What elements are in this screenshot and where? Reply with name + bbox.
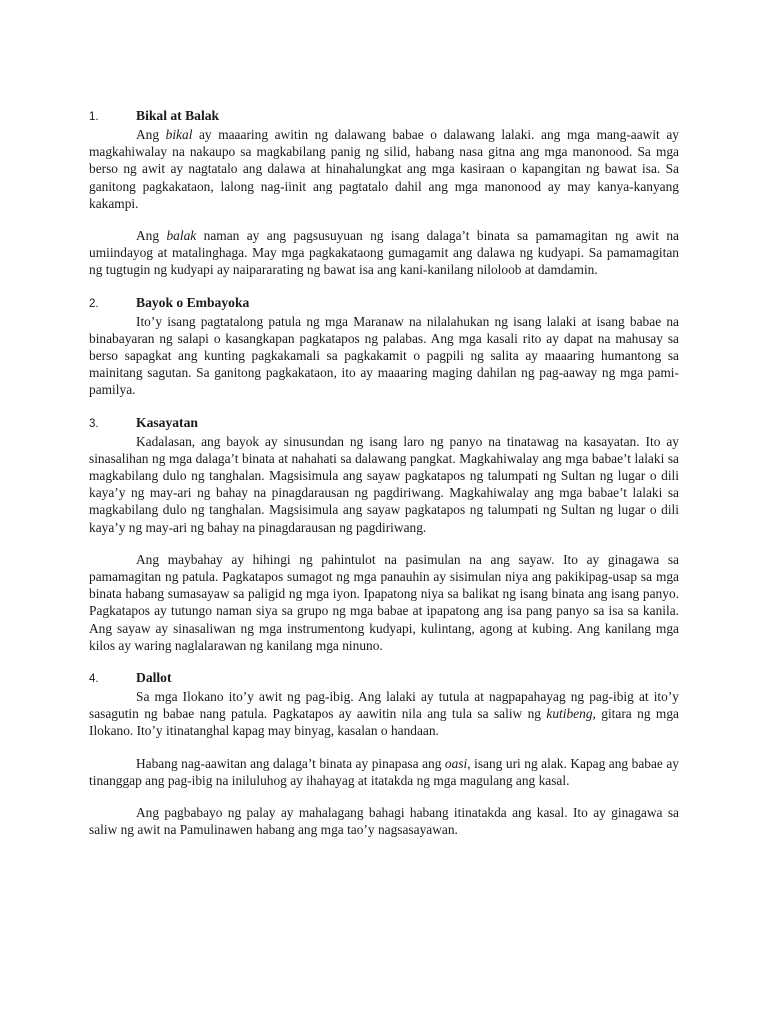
text-run: Ang maybahay ay hihingi ng pahintulot na pasimulan na ang sayaw. Ito ay ginagawa sa pamamagitan ng patula. Pagkatapos sumagot ng mga panauhin ay sisimulan niya ang pakikipag-usap sa mga binata habang sumasayaw sa paligid ng mga iyon. Ipapatong niya sa balikat ng isang binata ang isang panyo. Pagkatapos ay tutungo naman siya sa grupo ng mga babae at ipapatong ang isa pang panyo sa isa sa kanila. Ang sayaw ay sinasaliwan ng mga instrumentong kudyapi, kulintang, agong at kubing. Ang kanilang mga kilos ay waring naglalarawan ng kanilang mga ninuno. <box>89 551 679 653</box>
paragraph <box>89 433 679 536</box>
text-run: Ito’y isang pagtatalong patula ng mga Maranaw na nilalahukan ng isang lalaki at isang babae na binabayaran ng salapi o kasangkapan pagkatapos ng palabas. Ang mga kasali rito ay dapat na mahusay sa berso sapagkat ang kunting pagkakamali sa pagkakamit o pagpili ng salita ay maaaring humantong sa mainitang sagutan. Sa ganitong pagkakataon, ito ay maaaring maging dahilan ng pag-aaway ng mga pami-pamilya. <box>89 313 679 398</box>
text-run: ay maaaring awitin ng dalawang babae o dalawang lalaki. ang mga mang-aawit ay magkahiwalay na nakaupo sa magkabilang panig ng silid, habang nasa gitna ang mga manonood. Sa mga berso ng awit ay nagtatalo ang dalawa at hinahalungkat ang mga kasiraan o kapangitan ng bawat isa. Sa ganitong pagkakataon, lalong nag-iinit ang pagtatalo dahil ang mga manonood ay may kanya-kanyang kakampi. <box>89 127 679 211</box>
text-run: Ang <box>136 228 167 244</box>
text-run: Ang pagbabayo ng palay ay mahalagang bahagi habang itinatakda ang kasal. Ito ay ginagawa sa saliw ng awit na Pamulinawen habang ang mga tao’y nagsasayawan. <box>89 805 679 838</box>
text-run: naman ay ang pagsusuyuan ng isang dalaga’t binata sa pamamagitan ng awit na umiindayog at matalinghaga. May mga pagkakataong gumagamit ang dalawa ng kudyapi. Sa pamamagitan ng tugtugin ng kudyapi ay naipararating ng bawat isa ang kani-kanilang niloloob at damdamin. <box>89 228 680 278</box>
section-number: 4. <box>89 673 99 686</box>
italic-term: oasi <box>444 755 468 771</box>
section-dallot <box>89 669 679 838</box>
paragraph <box>89 551 679 654</box>
italic-term: bikal <box>165 127 193 142</box>
section-bikal-at-balak <box>89 107 679 279</box>
text-run: Sa mga Ilokano ito’y awit ng pag-ibig. Ang lalaki ay tutula at nagpapahayag ng pag-ibig at ito’y sasagutin ng babae nang patula. Pagkatapos ay aawitin nila ang tula sa saliw ng <box>89 689 679 722</box>
text-run: Ang <box>136 127 166 142</box>
paragraph <box>89 126 679 212</box>
section-number: 3. <box>89 417 99 430</box>
section-heading <box>89 294 679 313</box>
section-title: Kasayatan <box>136 414 198 430</box>
italic-term: kutibeng, <box>546 706 596 722</box>
section-title: Dallot <box>136 670 172 686</box>
paragraph <box>89 227 679 279</box>
paragraph <box>89 804 679 838</box>
italic-term: balak <box>166 228 197 244</box>
text-run: gitara ng mga Ilokano. Ito’y itinatanghal kapag may binyag, kasalan o handaan. <box>89 706 679 739</box>
paragraph <box>89 313 679 399</box>
text-run: Habang nag-aawitan ang dalaga’t binata ay pinapasa ang <box>136 755 445 771</box>
paragraph <box>89 755 679 789</box>
paragraph <box>89 688 679 740</box>
text-run: , isang uri ng alak. Kapag ang babae ay tinanggap ang pag-ibig na iniluluhog ay ihahayag at itatakda ng mga magulang ang kasal. <box>89 755 680 788</box>
section-title: Bikal at Balak <box>136 108 220 123</box>
section-number: 2. <box>89 297 99 310</box>
section-heading <box>89 107 679 126</box>
section-title: Bayok o Embayoka <box>136 294 250 310</box>
section-number: 1. <box>89 111 99 123</box>
section-heading <box>89 669 679 688</box>
section-kasayatan <box>89 414 679 654</box>
section-heading <box>89 414 679 433</box>
text-run: Kadalasan, ang bayok ay sinusundan ng isang laro ng panyo na tinatawag na kasayatan. Ito ay sinasalihan ng mga dalaga’t binata at nahahati sa dalawang pangkat. Magkahiwalay ang mga babae’t lalaki sa magkabilang dulo ng tanghalan. Magsisimula ang sayaw pagkatapos ng talumpati ng Sultan ng lugar o dili kaya’y ng may-ari ng bahay na pinagdarausan ng pagdiriwang. Magkahiwalay ang mga babae’t lalaki sa magkabilang dulo ng tanghalan. Magsisimula ang sayaw pagkatapos ng talumpati ng Sultan ng lugar o dili kaya’y ng may-ari ng bahay na pinagdarausan ng pagdiriwang. <box>89 433 679 535</box>
section-bayok-o-embayoka <box>89 294 679 399</box>
